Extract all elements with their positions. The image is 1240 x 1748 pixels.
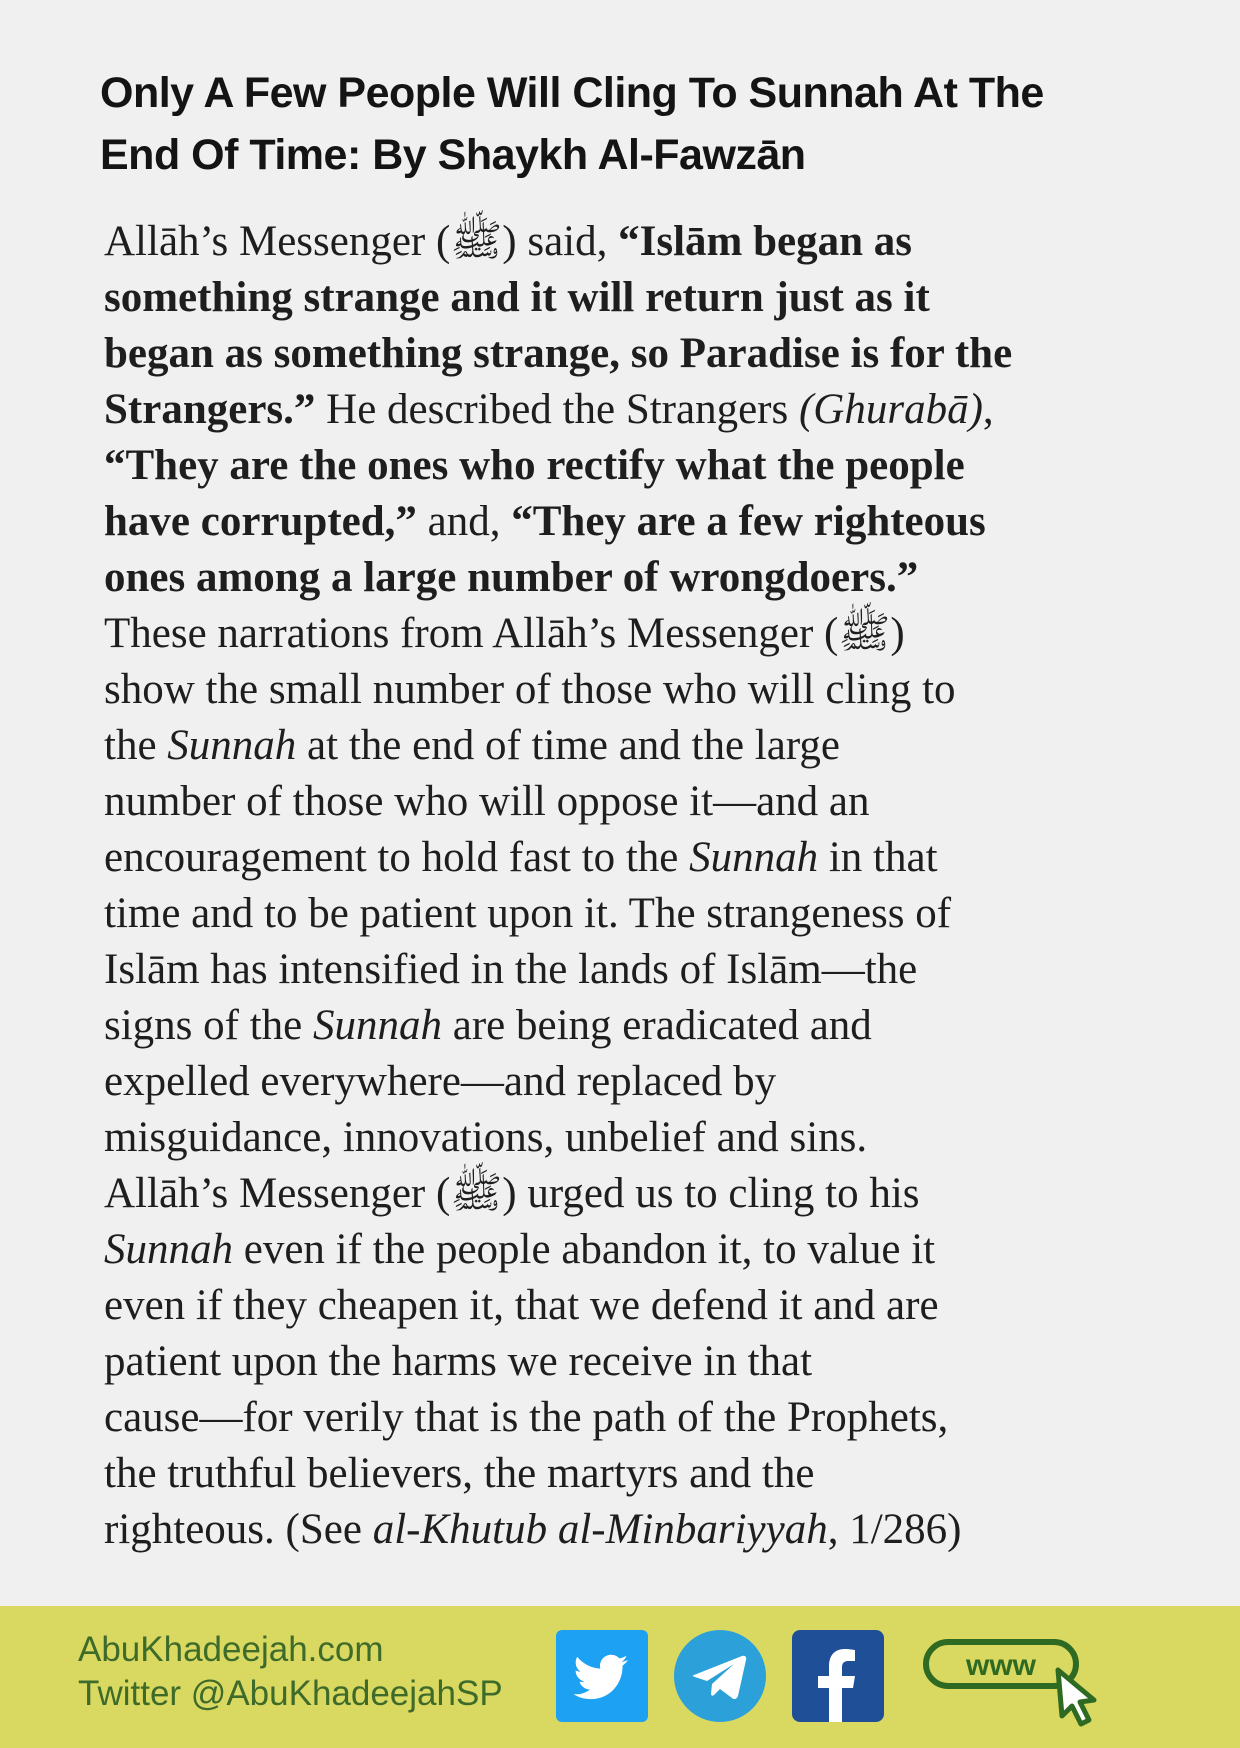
quote-run: have corrupted,” (104, 498, 417, 545)
quote-run: “They are the ones who rectify what the people (104, 442, 965, 489)
telegram-icon[interactable] (674, 1630, 766, 1722)
text-run: , 1/286) (827, 1506, 962, 1553)
website-link[interactable]: AbuKhadeejah.com (78, 1630, 384, 1669)
body-line (104, 1502, 1144, 1558)
title-line-2: End Of Time: By Shaykh Al-Fawzān (100, 131, 806, 179)
italic-run: Sunnah (689, 834, 819, 881)
italic-run: (Ghurabā) (798, 386, 983, 433)
body-line (104, 830, 1144, 886)
body-line: expelled everywhere—and replaced by (104, 1058, 777, 1105)
body-line: the truthful believers, the martyrs and the (104, 1450, 815, 1497)
italic-run: Sunnah (167, 722, 297, 769)
italic-run: Sunnah (313, 1002, 443, 1049)
body-line (104, 326, 1144, 382)
italic-run: Sunnah (104, 1226, 233, 1273)
text-run: He described the Strangers (315, 386, 799, 433)
body-line: number of those who will oppose it—and an (104, 778, 870, 825)
text-run: , (982, 386, 994, 433)
footer-contact (78, 1628, 503, 1716)
body-line (104, 438, 1144, 494)
text-run: even if the people abandon it, to value it (233, 1226, 936, 1273)
body-line: time and to be patient upon it. The strangeness of (104, 890, 952, 937)
www-cursor-icon[interactable] (922, 1636, 1112, 1728)
twitter-handle[interactable]: Twitter @AbuKhadeejahSP (78, 1674, 503, 1713)
title-line-1: Only A Few People Will Cling To Sunnah At The (100, 69, 1044, 117)
article-body (104, 214, 1144, 1558)
footer-band (0, 1606, 1240, 1748)
facebook-icon[interactable] (792, 1630, 884, 1722)
body-line (104, 1222, 1144, 1278)
body-line (104, 270, 1144, 326)
quote-run: “They are a few righteous (511, 498, 986, 545)
text-run: and, (416, 498, 512, 545)
text-run: in that (818, 834, 938, 881)
body-line: Allāh’s Messenger (ﷺ) urged us to cling to his (104, 1170, 920, 1217)
text-run: the (104, 722, 168, 769)
body-line: misguidance, innovations, unbelief and sins. (104, 1114, 868, 1161)
body-line (104, 494, 1144, 550)
text-run: are being eradicated and (442, 1002, 872, 1049)
text-run: signs of the (104, 1002, 314, 1049)
twitter-icon[interactable] (556, 1630, 648, 1722)
body-line (104, 998, 1144, 1054)
quote-run: something strange and it will return just as it (104, 274, 930, 321)
body-line: Islām has intensified in the lands of Islām—the (104, 946, 918, 993)
body-line (104, 382, 1144, 438)
quote-run: ones among a large number of wrongdoers.” (104, 554, 919, 601)
body-line (104, 550, 1144, 606)
body-line: show the small number of those who will cling to (104, 666, 956, 713)
body-line: These narrations from Allāh’s Messenger (ﷺ) (104, 610, 905, 657)
text-run: encouragement to hold fast to the (104, 834, 690, 881)
body-line: cause—for verily that is the path of the Prophets, (104, 1394, 949, 1441)
text-run: righteous. (See (104, 1506, 373, 1553)
www-label: www (965, 1649, 1037, 1682)
body-line (104, 214, 1144, 270)
text-run: Allāh’s Messenger (ﷺ) said, (104, 218, 619, 265)
text-run: at the end of time and the large (296, 722, 840, 769)
quote-run: “Islām began as (618, 218, 912, 265)
body-line: patient upon the harms we receive in that (104, 1338, 813, 1385)
quote-run: Strangers.” (104, 386, 316, 433)
body-line: even if they cheapen it, that we defend it and are (104, 1282, 939, 1329)
body-line (104, 718, 1144, 774)
page-title (100, 62, 1140, 186)
quote-run: began as something strange, so Paradise is for the (104, 330, 1013, 377)
italic-run: al-Khutub al-Minbariyyah (372, 1506, 828, 1553)
